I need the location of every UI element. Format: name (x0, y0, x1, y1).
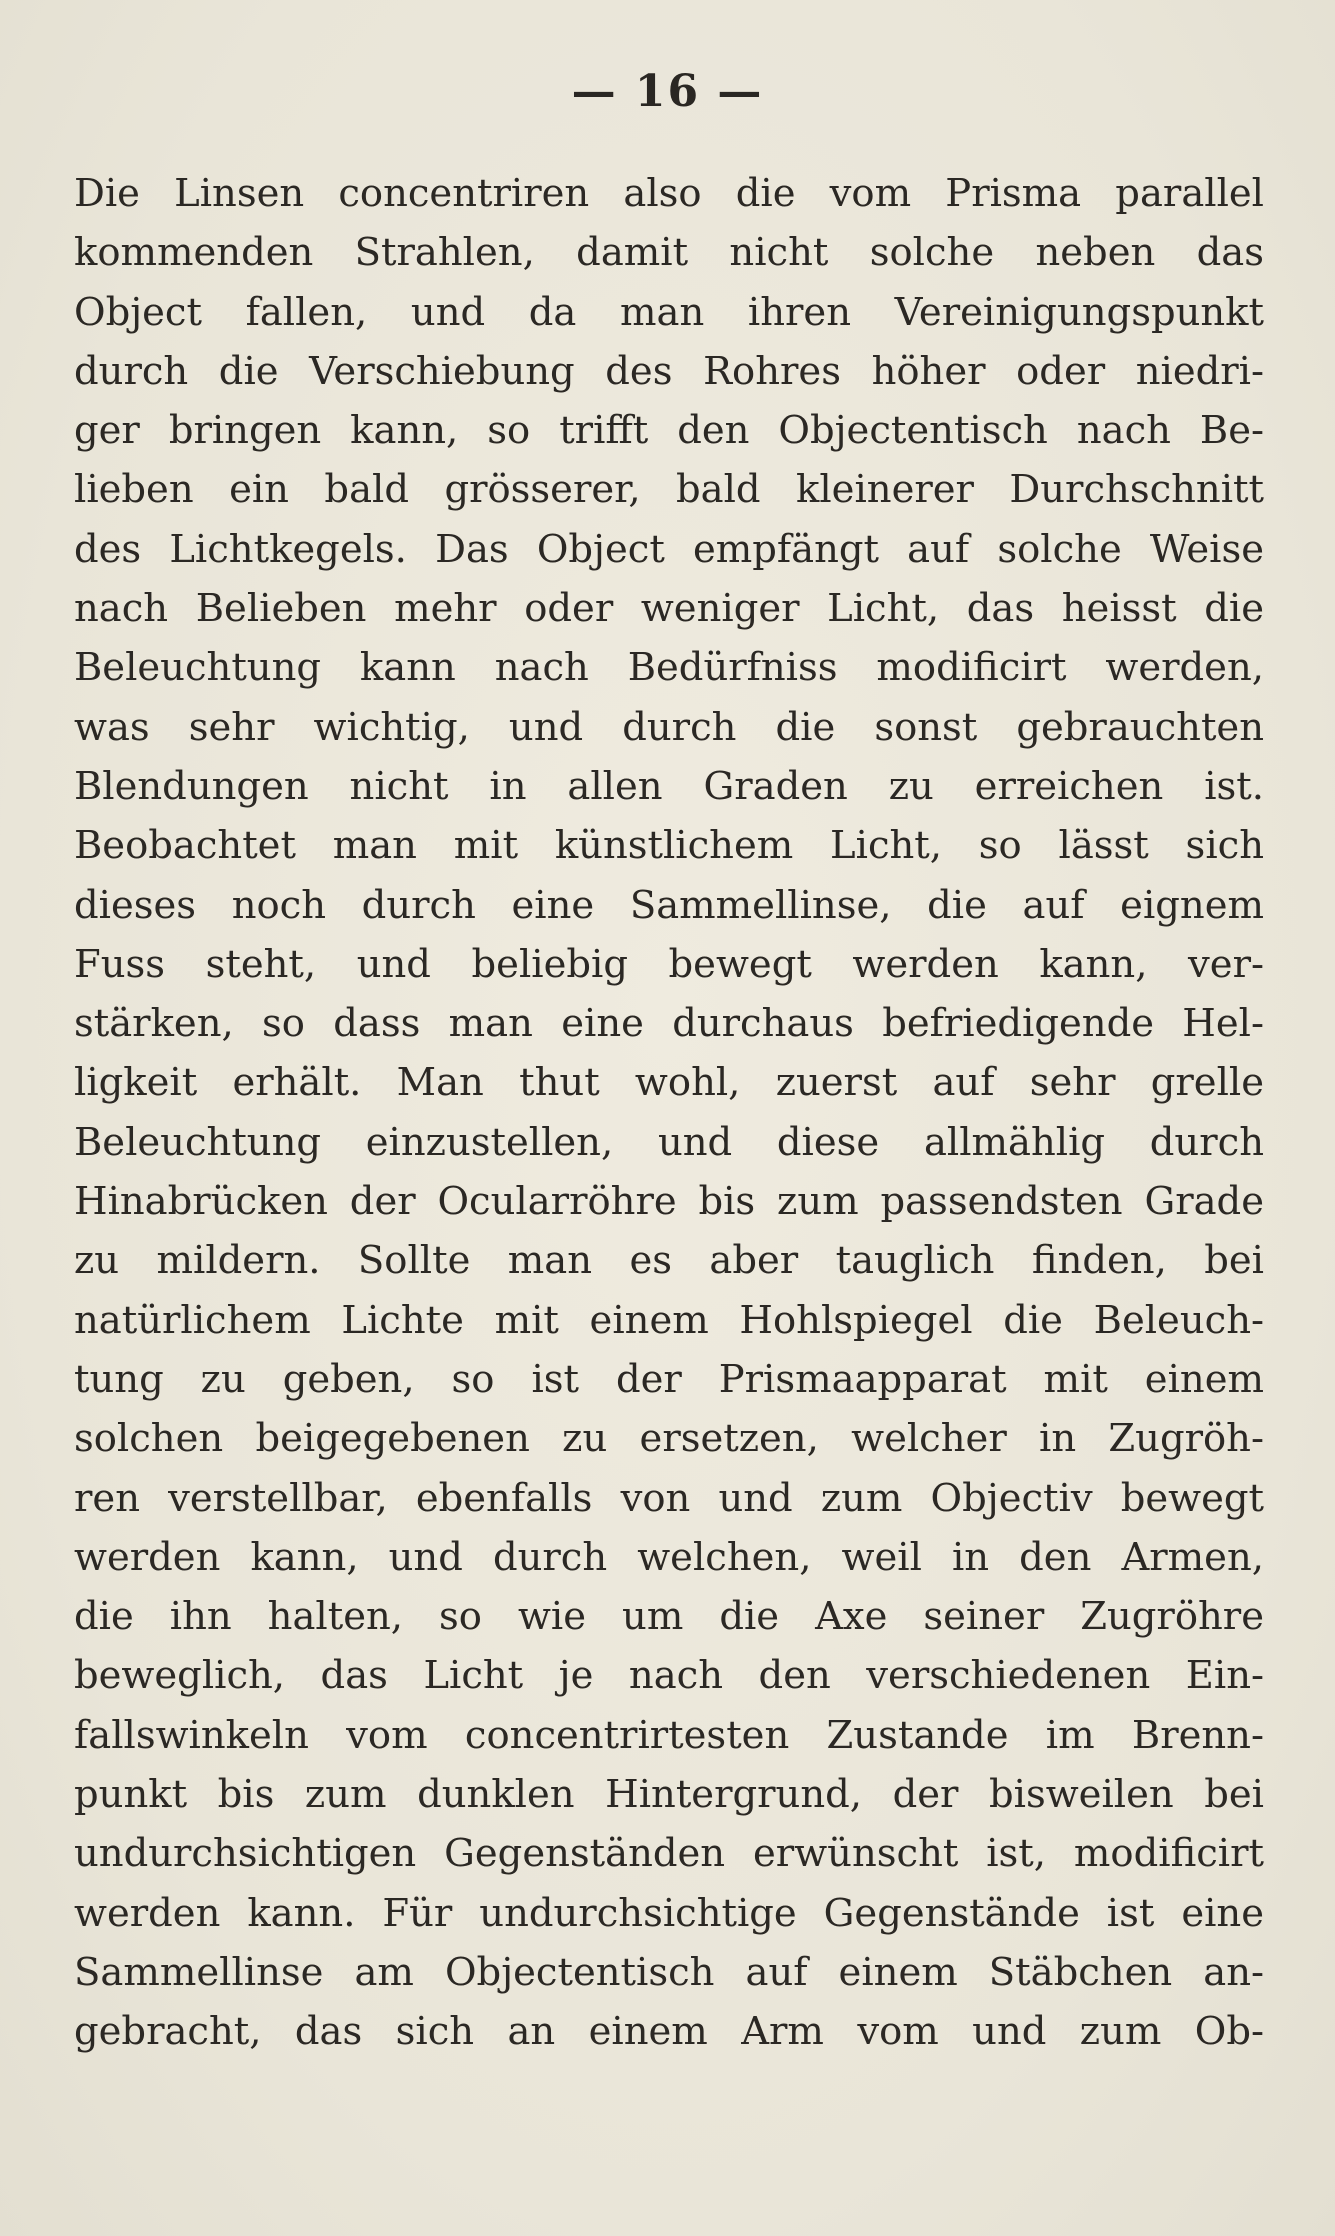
text-line: natürlichem Lichte mit einem Hohlspiegel die Beleuch- (74, 1297, 1264, 1343)
text-line: ligkeit erhält. Man thut wohl, zuerst auf sehr grelle (74, 1060, 1264, 1106)
text-line: Beobachtet man mit künstlichem Licht, so lässt sich (74, 823, 1264, 869)
text-line: Beleuchtung kann nach Bedürfniss modificirt werden, (74, 645, 1264, 691)
text-line: fallswinkeln vom concentrirtesten Zustande im Brenn- (74, 1712, 1264, 1758)
text-line: ger bringen kann, so trifft den Objectentisch nach Be- (74, 408, 1264, 454)
text-line: tung zu geben, so ist der Prismaapparat mit einem (74, 1356, 1264, 1402)
text-line: undurchsichtigen Gegenständen erwünscht ist, modificirt (74, 1831, 1264, 1877)
text-line: nach Belieben mehr oder weniger Licht, das heisst die (74, 586, 1264, 632)
text-line: beweglich, das Licht je nach den verschiedenen Ein- (74, 1653, 1264, 1699)
text-line: Hinabrücken der Ocularröhre bis zum passendsten Grade (74, 1179, 1264, 1225)
text-line: die ihn halten, so wie um die Axe seiner Zugröhre (74, 1594, 1264, 1640)
text-line: dieses noch durch eine Sammellinse, die auf eignem (74, 882, 1264, 928)
text-line: was sehr wichtig, und durch die sonst gebrauchten (74, 704, 1264, 750)
body-text (74, 164, 1264, 2062)
text-line: punkt bis zum dunklen Hintergrund, der bisweilen bei (74, 1772, 1264, 1818)
text-line: Object fallen, und da man ihren Vereinigungspunkt (74, 289, 1264, 335)
page-number: — 16 — (571, 66, 764, 117)
text-line: zu mildern. Sollte man es aber tauglich finden, bei (74, 1238, 1264, 1284)
text-line: stärken, so dass man eine durchaus befriedigende Hel- (74, 1001, 1264, 1047)
text-line: Fuss steht, und beliebig bewegt werden kann, ver- (74, 941, 1264, 987)
text-line: des Lichtkegels. Das Object empfängt auf solche Weise (74, 526, 1264, 572)
text-line: durch die Verschiebung des Rohres höher oder niedri- (74, 348, 1264, 394)
text-line: gebracht, das sich an einem Arm vom und zum Ob- (74, 2009, 1264, 2055)
text-line: Die Linsen concentriren also die vom Prisma parallel (74, 171, 1264, 216)
text-line: solchen beigegebenen zu ersetzen, welcher in Zugröh- (74, 1416, 1264, 1462)
text-line: ren verstellbar, ebenfalls von und zum Objectiv bewegt (74, 1475, 1264, 1521)
text-line: Blendungen nicht in allen Graden zu erreichen ist. (74, 763, 1264, 809)
text-line: lieben ein bald grösserer, bald kleinerer Durchschnitt (74, 467, 1264, 513)
text-line: werden kann, und durch welchen, weil in den Armen, (74, 1534, 1264, 1580)
text-line: Sammellinse am Objectentisch auf einem Stäbchen an- (74, 1949, 1264, 1995)
text-line: werden kann. Für undurchsichtige Gegenstände ist eine (74, 1890, 1264, 1936)
text-line: Beleuchtung einzustellen, und diese allmählig durch (74, 1119, 1264, 1165)
text-line: kommenden Strahlen, damit nicht solche neben das (74, 230, 1264, 276)
